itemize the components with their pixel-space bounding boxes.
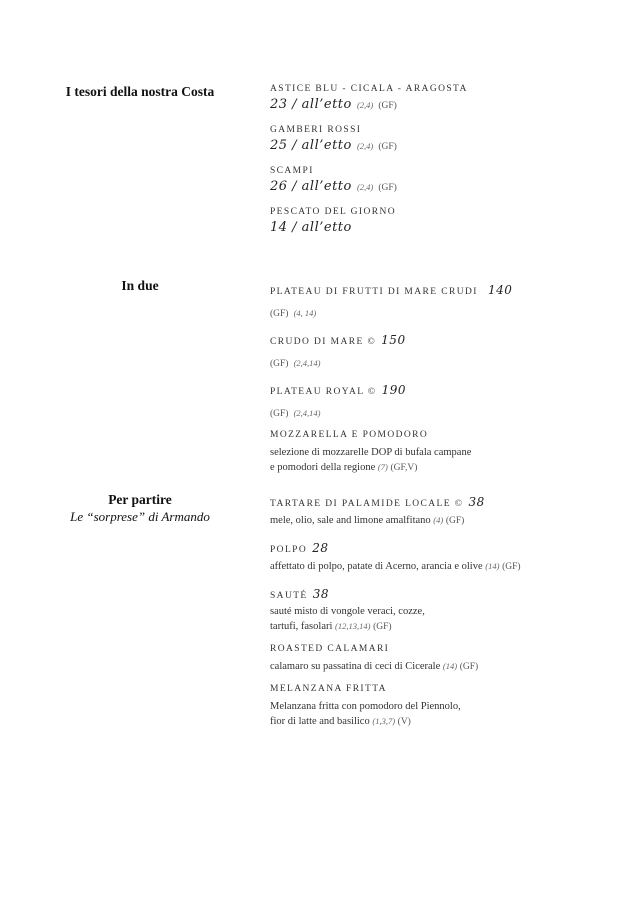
item-name: TARTARE DI PALAMIDE LOCALE ©: [270, 499, 464, 509]
item-desc: mele, olio, sale and limone amalfitano: [270, 515, 431, 526]
item-price: 38: [312, 587, 329, 601]
item-name: POLPO: [270, 545, 308, 555]
section-title-text: In due: [121, 278, 159, 293]
section-title-per-partire: [40, 492, 240, 525]
item-name: SAUTÉ: [270, 591, 308, 601]
item-tag: (GF): [270, 409, 289, 419]
item-name: MELANZANA FRITTA: [270, 684, 387, 694]
item-desc: Melanzana fritta con pomodoro del Piennolo,: [270, 701, 461, 712]
item-price: 14 / all’etto: [270, 220, 352, 235]
menu-item: [270, 380, 620, 420]
item-desc: affettato di polpo, patate di Acerno, arancia e olive: [270, 561, 483, 572]
item-desc: calamaro su passatina di ceci di Cicerale: [270, 661, 441, 672]
section-title-tesori: [40, 84, 240, 100]
item-name: MOZZARELLA E POMODORO: [270, 430, 429, 440]
item-allergens: (14): [442, 661, 458, 671]
item-tag: (GF): [373, 622, 392, 632]
item-tag: (GF): [445, 516, 465, 526]
item-desc: tartufi, fasolari: [270, 621, 333, 632]
section-title-text: Per partire: [108, 492, 172, 507]
item-price: 150: [381, 333, 406, 347]
item-name: CRUDO DI MARE ©: [270, 337, 377, 347]
item-name: ROASTED CALAMARI: [270, 644, 390, 654]
menu-item: [270, 538, 620, 574]
section-items-tesori: [270, 84, 620, 247]
menu-item: [270, 684, 620, 729]
menu-item: [270, 166, 620, 197]
item-tag: (GF): [378, 101, 397, 111]
menu-item: [270, 280, 620, 320]
menu-item: [270, 330, 620, 370]
item-price: 26 / all’etto: [270, 179, 352, 194]
item-allergens: (4, 14): [293, 308, 317, 318]
item-allergens: (7): [377, 462, 388, 472]
item-price: 28: [312, 541, 329, 555]
item-desc: sauté misto di vongole veraci, cozze,: [270, 606, 425, 617]
item-name: PESCATO DEL GIORNO: [270, 207, 397, 217]
item-name: PLATEAU DI FRUTTI DI MARE CRUDI: [270, 287, 478, 297]
item-allergens: (14): [485, 561, 500, 571]
menu-item: [270, 430, 620, 475]
item-tag: (GF): [378, 183, 397, 193]
item-desc: fior di latte and basilico: [270, 716, 370, 727]
menu-item: [270, 584, 620, 634]
item-price: 38: [468, 495, 485, 509]
item-allergens: (12,13,14): [335, 621, 371, 631]
item-name: SCAMPI: [270, 166, 314, 176]
section-items-in-due: [270, 280, 620, 485]
item-allergens: (2,4): [356, 100, 374, 110]
item-allergens: (2,4,14): [293, 408, 321, 418]
item-desc: selezione di mozzarelle DOP di bufala campane: [270, 447, 472, 458]
item-price: 23 / all’etto: [270, 97, 352, 112]
section-subtitle: Le “sorprese” di Armando: [70, 509, 210, 524]
item-name: PLATEAU ROYAL ©: [270, 387, 377, 397]
item-allergens: (1,3,7): [372, 716, 396, 726]
section-items-per-partire: [270, 492, 620, 739]
menu-item: [270, 125, 620, 156]
item-name: GAMBERI ROSSI: [270, 125, 362, 135]
section-title-in-due: [40, 278, 240, 294]
section-title-text: I tesori della nostra Costa: [65, 84, 215, 99]
item-tag: (GF,V): [390, 463, 418, 473]
menu-item: [270, 492, 620, 528]
item-desc: e pomodori della regione: [270, 462, 376, 473]
item-tag: (GF): [378, 142, 397, 152]
item-tag: (GF): [502, 562, 521, 572]
item-price: 25 / all’etto: [270, 138, 352, 153]
item-name: ASTICE BLU - CICALA - ARAGOSTA: [270, 84, 468, 94]
item-price: 190: [381, 383, 407, 397]
item-tag: (GF): [270, 309, 289, 319]
item-tag: (V): [397, 717, 411, 727]
menu-item: [270, 644, 620, 674]
menu-item: [270, 207, 620, 237]
menu-item: [270, 84, 620, 115]
item-price: 140: [487, 283, 513, 297]
item-allergens: (2,4): [356, 182, 374, 192]
item-tag: (GF): [270, 359, 289, 369]
item-tag: (GF): [459, 662, 479, 672]
item-allergens: (4): [433, 515, 444, 525]
item-allergens: (2,4,14): [293, 358, 321, 368]
item-allergens: (2,4): [356, 141, 374, 151]
